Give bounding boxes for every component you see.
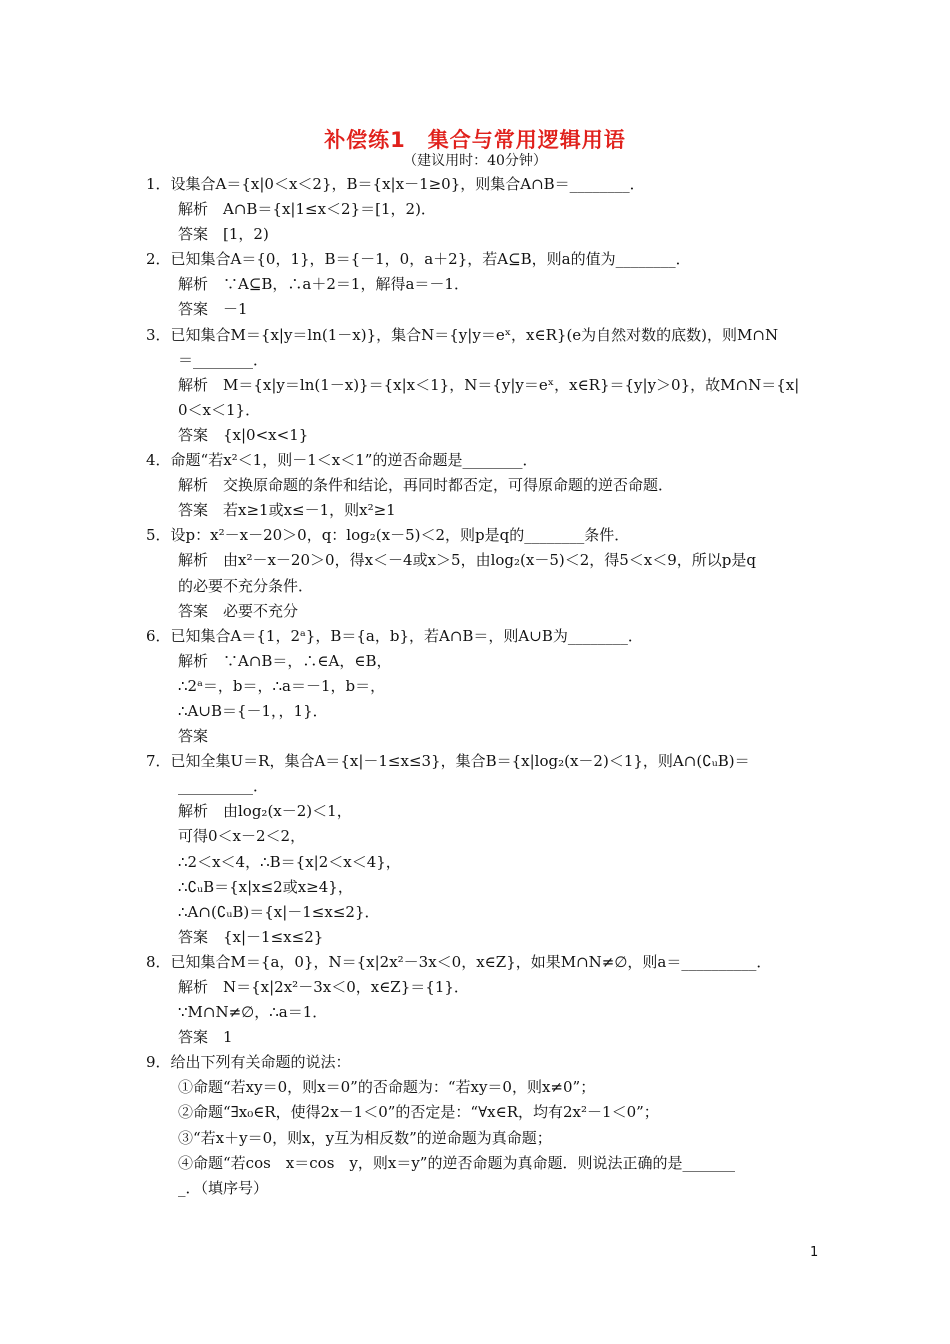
answer-7: 答案 {x|－1≤x≤2} xyxy=(178,927,324,946)
answer-6: 答案 xyxy=(178,727,209,746)
analysis-6-step-3: ∴A∪B＝{－1，，1}． xyxy=(178,701,328,720)
page-title: 补偿练1 集合与常用逻辑用语 xyxy=(324,128,626,152)
exercise-content xyxy=(146,172,814,1201)
analysis-5-cont: 的必要不充分条件． xyxy=(178,576,314,595)
analysis-7-step-2: 可得0＜x－2＜2， xyxy=(178,827,306,846)
analysis-7: 解析 由log₂(x－2)＜1， xyxy=(178,802,352,821)
answer-8: 答案 1 xyxy=(178,1028,233,1047)
analysis-5: 解析 由x²－x－20＞0，得x＜－4或x＞5，由log₂(x－5)＜2，得5＜x＜9，所以p是q xyxy=(178,551,757,570)
analysis-3: 解析 M＝{x|y＝ln(1－x)}＝{x|x＜1}，N＝{y|y＝eˣ，x∈R}＝{y|y＞0}，故M∩N＝{x| xyxy=(178,375,800,394)
statement-1: ①命题“若xy＝0，则x＝0”的否命题为：“若xy＝0，则x≠0”； xyxy=(178,1078,596,1097)
answer-3: 答案 {x|0<x<1} xyxy=(178,425,309,444)
statement-2: ②命题“∃x₀∈R，使得2x－1＜0”的否定是：“∀x∈R，均有2x²－1＜0”； xyxy=(178,1103,659,1122)
page-subtitle: （建议用时：40分钟） xyxy=(403,153,547,169)
question-4: 4．命题“若x²＜1，则－1＜x＜1”的逆否命题是________． xyxy=(146,451,538,470)
question-9: 9．给出下列有关命题的说法： xyxy=(146,1053,351,1072)
analysis-6-step-2: ∴2ᵃ＝，b＝，∴a＝－1，b＝， xyxy=(178,676,386,695)
analysis-8-step-2: ∵M∩N≠∅，∴a＝1． xyxy=(178,1003,328,1022)
analysis-8: 解析 N＝{x|2x²－3x＜0，x∈Z}＝{1}． xyxy=(178,978,469,996)
analysis-3-cont: 0＜x＜1}． xyxy=(178,400,261,419)
question-2: 2．已知集合A＝{0，1}，B＝{－1，0，a＋2}，若A⊆B，则a的值为________． xyxy=(146,250,691,269)
analysis-1: 解析 A∩B＝{x|1≤x＜2}＝[1，2)． xyxy=(178,200,436,219)
analysis-7-step-4: ∴∁ᵤB＝{x|x≤2或x≥4}， xyxy=(178,877,353,896)
statement-4: ④命题“若cos x＝cos y，则x＝y”的逆否命题为真命题．则说法正确的是_______ xyxy=(178,1153,735,1172)
analysis-7-step-3: ∴2＜x＜4，∴B＝{x|2＜x＜4}， xyxy=(178,852,401,871)
statement-3: ③“若x＋y＝0，则x，y互为相反数”的逆命题为真命题； xyxy=(178,1128,552,1147)
question-7-cont: __________． xyxy=(178,777,269,796)
answer-2: 答案 －1 xyxy=(178,300,248,319)
question-1: 1．设集合A＝{x|0＜x＜2}，B＝{x|x－1≥0}，则集合A∩B＝________． xyxy=(146,175,645,193)
answer-1: 答案 [1，2) xyxy=(178,225,269,244)
question-3-cont: ＝________． xyxy=(178,350,269,369)
question-6: 6．已知集合A＝{1，2ᵃ}，B＝{a，b}，若A∩B＝，则A∪B为________． xyxy=(146,626,643,645)
analysis-7-step-5: ∴A∩(∁ᵤB)＝{x|－1≤x≤2}． xyxy=(178,902,380,921)
question-9-end: _．（填序号） xyxy=(178,1178,269,1197)
question-7: 7．已知全集U＝R，集合A＝{x|－1≤x≤3}，集合B＝{x|log₂(x－2)＜1}，则A∩(∁ᵤB)＝ xyxy=(146,752,750,771)
analysis-6: 解析 ∵A∩B＝，∴∈A，∈B， xyxy=(178,651,392,670)
question-8: 8．已知集合M＝{a，0}，N＝{x|2x²－3x＜0，x∈Z}，如果M∩N≠∅，则a＝__________． xyxy=(146,952,772,971)
question-5: 5．设p：x²－x－20＞0，q：log₂(x－5)＜2，则p是q的________条件． xyxy=(146,526,630,545)
answer-5: 答案 必要不充分 xyxy=(178,601,299,620)
page-number: 1 xyxy=(810,1245,819,1260)
answer-4: 答案 若x≥1或x≤－1，则x²≥1 xyxy=(178,501,396,520)
analysis-4: 解析 交换原命题的条件和结论，再同时都否定，可得原命题的逆否命题． xyxy=(178,476,674,495)
question-3: 3．已知集合M＝{x|y＝ln(1－x)}，集合N＝{y|y＝eˣ，x∈R}(e为自然对数的底数)，则M∩N xyxy=(146,325,779,344)
analysis-2: 解析 ∵A⊆B，∴a＋2＝1，解得a＝－1． xyxy=(178,275,469,294)
